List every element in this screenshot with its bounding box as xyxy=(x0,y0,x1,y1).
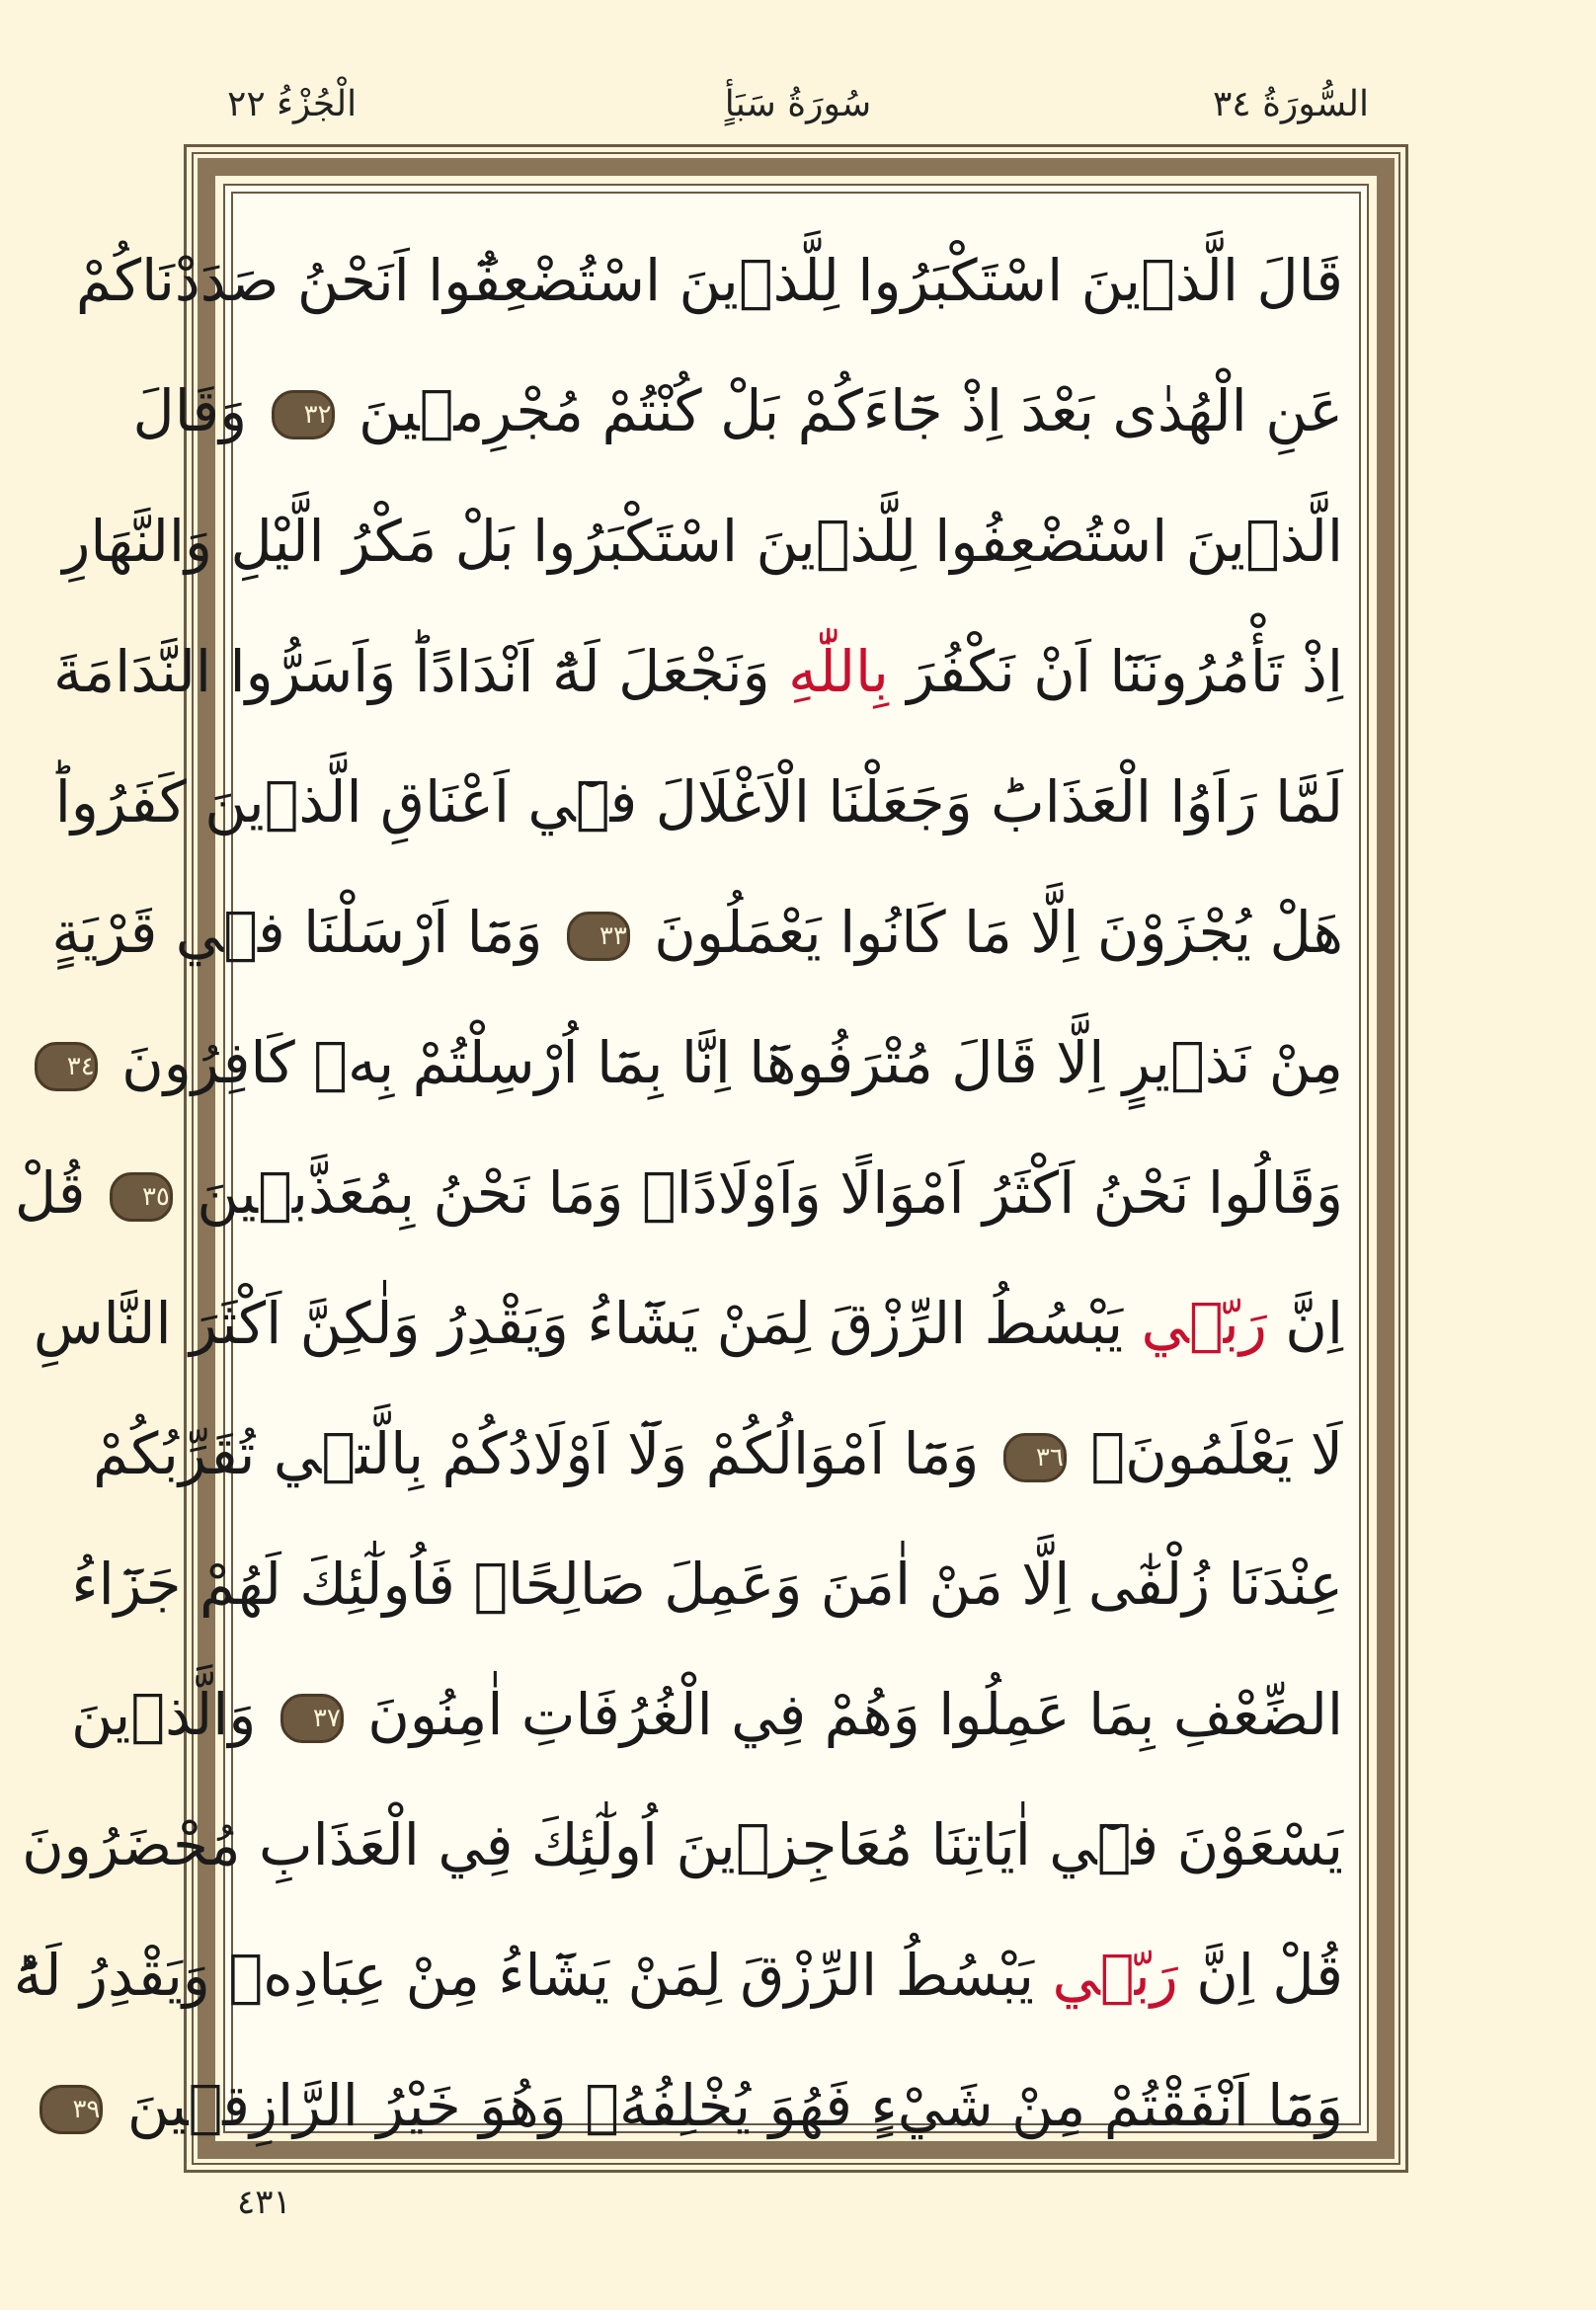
ayah-marker: ٣٦ xyxy=(1003,1433,1067,1482)
line-text: وَمَٓا اَرْسَلْنَا فٖي قَرْيَةٍ xyxy=(51,899,543,966)
line-text: لَمَّا رَاَوُا الْعَذَابَؕ وَجَعَلْنَا الْاَغْلَالَ فٖٓي اَعْنَاقِ الَّذٖينَ كَفَرُواؕ xyxy=(54,768,1343,836)
line-text: مِنْ نَذٖيرٍ اِلَّا قَالَ مُتْرَفُوهَٓا اِنَّا بِمَٓا اُرْسِلْتُمْ بِهٖ كَافِرُونَ xyxy=(121,1029,1343,1096)
text-line-10 xyxy=(93,1389,1343,1519)
line-text: الَّذٖينَ اسْتُضْعِفُوا لِلَّذٖينَ اسْتَكْبَرُوا بَلْ مَكْرُ الَّيْلِ وَالنَّهَارِ xyxy=(62,508,1343,575)
text-line-14 xyxy=(13,1910,1343,2040)
line-text: وَالَّذٖينَ xyxy=(71,1681,257,1748)
ayah-marker: ٣٧ xyxy=(280,1694,344,1743)
line-text: لَا يَعْلَمُونَۚ xyxy=(1090,1420,1343,1487)
page-header xyxy=(227,69,1369,138)
line-text: الضِّعْفِ بِمَا عَمِلُوا وَهُمْ فِي الْغُرُفَاتِ اٰمِنُونَ xyxy=(367,1681,1343,1748)
line-text: وَقَالَ xyxy=(132,377,248,444)
text-line-13 xyxy=(22,1780,1343,1910)
ayah-marker: ٣٣ xyxy=(567,912,630,961)
line-text: وَقَالُوا نَحْنُ اَكْثَرُ اَمْوَالًا وَاَوْلَادًاۙ وَمَا نَحْنُ بِمُعَذَّبٖينَ xyxy=(197,1159,1343,1227)
line-text: قَالَ الَّذٖينَ اسْتَكْبَرُوا لِلَّذٖينَ اسْتُضْعِفُٓوا اَنَحْنُ صَدَدْنَاكُمْ xyxy=(75,247,1343,314)
text-line-4 xyxy=(53,606,1343,737)
line-text: وَمَٓا اَنْفَقْتُمْ مِنْ شَيْءٍ فَهُوَ يُخْلِفُهُۚ وَهُوَ خَيْرُ الرَّازِقٖينَ xyxy=(126,2072,1343,2139)
juz-label: الْجُزْءُ ٢٢ xyxy=(227,83,358,124)
text-line-3 xyxy=(62,476,1343,606)
text-line-12 xyxy=(71,1649,1343,1780)
line-text: اِنَّ xyxy=(1285,1290,1343,1357)
divine-name: رَبّٖي xyxy=(1052,1942,1178,2009)
ayah-marker: ٣٥ xyxy=(110,1172,173,1222)
line-text: عِنْدَنَا زُلْفٰٓى اِلَّا مَنْ اٰمَنَ وَعَمِلَ صَالِحًاۘ فَاُولٰٓئِكَ لَهُمْ جَزَٓاءُ xyxy=(71,1551,1343,1618)
line-text: قُلْ اِنَّ xyxy=(1196,1942,1343,2009)
text-line-8 xyxy=(14,1128,1343,1258)
text-line-9 xyxy=(33,1258,1343,1389)
page-number: ٤٣١ xyxy=(237,2183,291,2222)
line-text: اِذْ تَأْمُرُونَنَٓا اَنْ نَكْفُرَ xyxy=(907,638,1343,705)
line-text: هَلْ يُجْزَوْنَ اِلَّا مَا كَانُوا يَعْمَلُونَ xyxy=(654,899,1343,966)
quran-text-block xyxy=(13,215,1343,2171)
line-text: يَسْعَوْنَ فٖٓي اٰيَاتِنَا مُعَاجِزٖينَ اُولٰٓئِكَ فِي الْعَذَابِ مُحْضَرُونَ xyxy=(22,1811,1343,1878)
surah-number-label: السُّورَةُ ٣٤ xyxy=(1212,83,1369,124)
ayah-marker: ٣٤ xyxy=(35,1042,98,1091)
text-line-5 xyxy=(54,737,1343,867)
ayah-marker: ٣٩ xyxy=(40,2085,103,2134)
text-line-7 xyxy=(66,997,1343,1128)
line-text: يَبْسُطُ الرِّزْقَ لِمَنْ يَشَٓاءُ مِنْ عِبَادِهٖ وَيَقْدِرُ لَهُؕ xyxy=(13,1942,1035,2009)
divine-name: رَبّٖي xyxy=(1141,1290,1267,1357)
line-text: وَنَجْعَلَ لَهُٓ اَنْدَادًاؕ وَاَسَرُّوا النَّدَامَةَ xyxy=(53,638,770,705)
text-line-2 xyxy=(132,346,1343,476)
text-line-1 xyxy=(75,215,1343,346)
text-line-11 xyxy=(71,1519,1343,1649)
surah-name-title: سُورَةُ سَبَأٍ xyxy=(724,83,872,124)
divine-name: بِاللّٰهِ xyxy=(788,638,889,705)
text-line-15 xyxy=(72,2040,1343,2171)
line-text: قُلْ xyxy=(14,1159,86,1227)
line-text: يَبْسُطُ الرِّزْقَ لِمَنْ يَشَٓاءُ وَيَقْدِرُ وَلٰكِنَّ اَكْثَرَ النَّاسِ xyxy=(33,1290,1124,1357)
ayah-marker: ٣٢ xyxy=(272,390,335,439)
line-text: عَنِ الْهُدٰى بَعْدَ اِذْ جَٓاءَكُمْ بَلْ كُنْتُمْ مُجْرِمٖينَ xyxy=(358,377,1343,444)
text-line-6 xyxy=(51,867,1343,997)
line-text: وَمَٓا اَمْوَالُكُمْ وَلَٓا اَوْلَادُكُمْ بِالَّتٖي تُقَرِّبُكُمْ xyxy=(93,1420,980,1487)
